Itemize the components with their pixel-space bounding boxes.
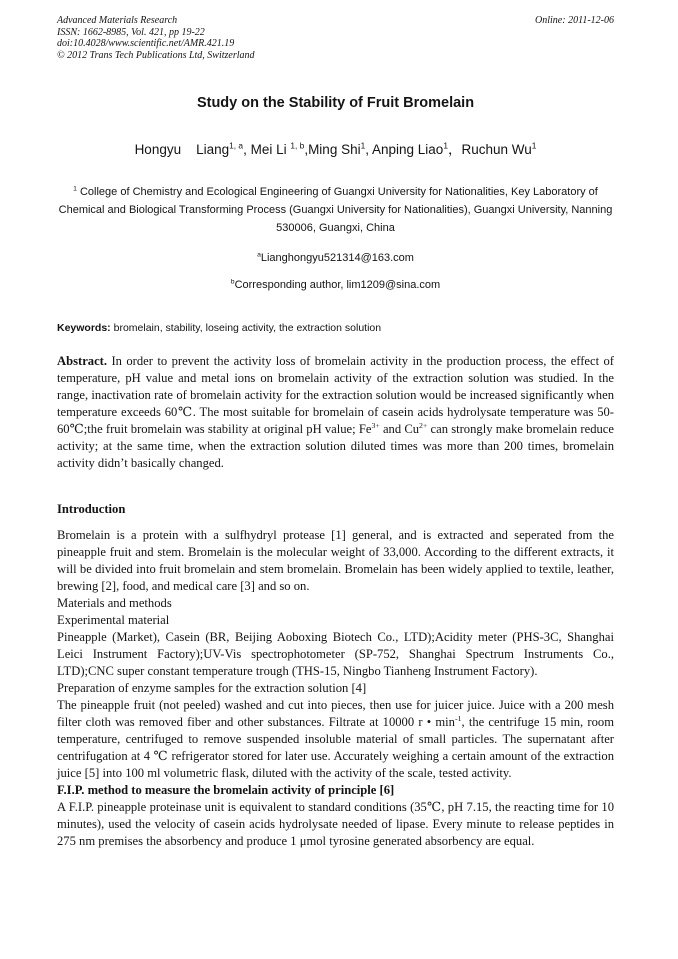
journal-doi: doi:10.4028/www.scientific.net/AMR.421.19	[57, 38, 235, 50]
journal-issn-volume: ISSN: 1662-8985, Vol. 421, pp 19-22	[57, 26, 205, 38]
abstract-paragraph: Abstract. In order to prevent the activity loss of bromelain activity in the production process, the effect of temperature, pH value and metal ions on bromelain activity of the extraction solution was studied. In the range, inactivation rate of bromelain activity for the extraction solution would be increased significantly when temperature exceeds 60℃. The most suitable for bromelain of casein acids hydrolysate temperature was 50-60℃;the fruit bromelain was stability at original pH value; $Fe^{3+}$ and $Cu^{2+}$ can strongly make bromelain reduce activity; at the same time, when the extraction solution diluted times was more than 200 times, bromelain activity didn’t basically changed.	[57, 354, 614, 471]
journal-copyright: © 2012 Trans Tech Publications Ltd, Switzerland	[57, 49, 255, 61]
introduction-paragraph: Bromelain is a protein with a sulfhydryl protease [1] general, and is extracted and seperated from the pineapple fruit and stem. Bromelain is the molecular weight of 33,000. According to the different extracts, it will be divided into fruit bromelain and stem bromelain. Bromelain has been widely applied to textile, leather, brewing [2], food, and medical care [3] and so on.	[57, 528, 614, 594]
section-heading-introduction: Introduction	[57, 502, 126, 517]
journal-name: Advanced Materials Research	[57, 15, 178, 26]
journal-citation-block	[57, 15, 255, 61]
paper-title: Study on the Stability of Fruit Bromelain	[196, 95, 475, 112]
journal-header	[57, 15, 614, 61]
email-author-a: $^a$Lianghongyu521314@163.com	[257, 251, 414, 265]
subheading-preparation: Preparation of enzyme samples for the extraction solution [4]	[57, 681, 367, 696]
email-corresponding-author: $^b$Corresponding author, lim1209@sina.com	[230, 278, 441, 292]
subheading-experimental-material: Experimental material	[57, 613, 170, 628]
preparation-paragraph: The pineapple fruit (not peeled) washed and cut into pieces, then use for juicer juice. Juice with a 200 mesh filter cloth was removed fiber and other substances. Filtrate at 10000 r • $\min^{-1}$, the centrifuge 15 min, room temperature, centrifuged to remove suspended insoluble material of small particles. The supernatant after centrifugation at 4 ℃ refrigerator stored for later use. Accurately weighing a certain amount of the extraction juice [5] into 100 ml volumetric flask, diluted with the activity of the scale, tested activity.	[57, 698, 614, 781]
online-date: Online: 2011-12-06	[535, 15, 614, 26]
fip-paragraph: A F.I.P. pineapple proteinase unit is equivalent to standard conditions (35℃, pH 7.15, the reacting time for 10 minutes), used the velocity of casein acids hydrolysate needed of lipase. Every minute to release peptides in 275 nm premises the absorbency and produce 1 μmol tyrosine generated absorbency are equal.	[57, 800, 614, 849]
affiliation: $^1$ College of Chemistry and Ecological Engineering of Guangxi University for Nationalities, Key Laboratory of Chemical and Biological Transforming Process (Guangxi University for Nationalities), Guangxi University, Nanning 530006, Guangxi, China	[58, 185, 613, 235]
subheading-fip-method: F.I.P. method to measure the bromelain activity of principle [6]	[57, 783, 395, 798]
keywords-line: Keywords: bromelain, stability, loseing activity, the extraction solution	[57, 322, 382, 335]
authors-line: Hongyu Liang$^{1, a}$, Mei Li $^{1, b}$,Ming Shi$^1$, Anping Liao$^1$，Ruchun Wu$^1$	[134, 140, 537, 158]
subheading-materials-and-methods: Materials and methods	[57, 596, 172, 611]
materials-paragraph: Pineapple (Market), Casein (BR, Beijing Aoboxing Biotech Co., LTD);Acidity meter (PHS-3C, Shanghai Leici Instrument Factory);UV-Vis spectrophotometer (SP-752, Shanghai Spectrum Instruments Co., LTD);CNC super constant temperature trough (THS-15, Ningbo Tianheng Instrument Factory).	[57, 630, 614, 679]
